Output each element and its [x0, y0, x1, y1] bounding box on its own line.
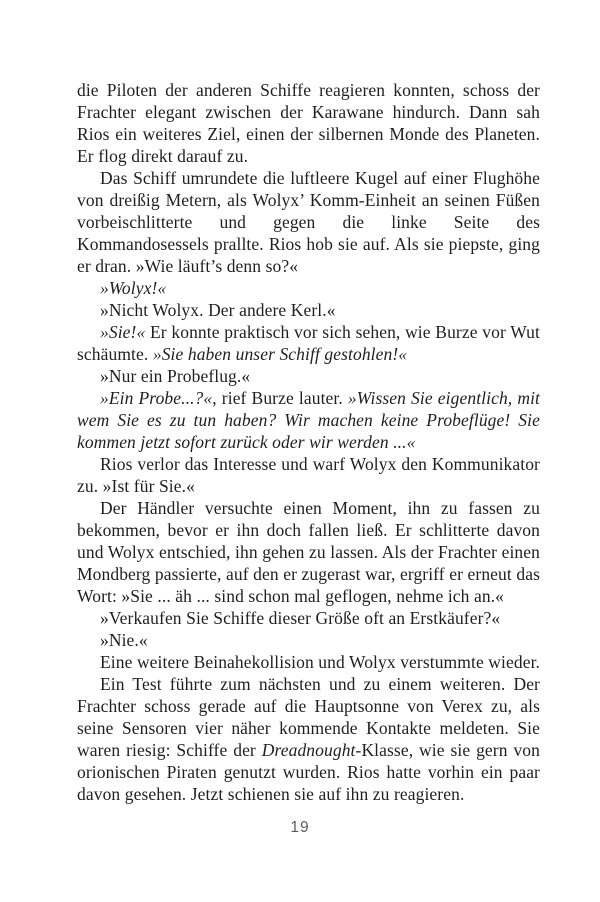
text-run: Eine weitere Beinahekollision und Wolyx verstummte wieder.: [100, 652, 541, 672]
paragraph: [77, 673, 540, 805]
paragraph: [77, 453, 540, 497]
text-run: »Verkaufen Sie Schiffe dieser Größe oft an Erstkäufer?«: [100, 608, 501, 628]
page-text: [77, 79, 540, 805]
paragraph: [77, 629, 540, 651]
text-run: Er konnte praktisch vor sich sehen, wie Burze vor Wut schäumte.: [77, 322, 540, 364]
paragraph: [77, 79, 540, 167]
text-run: Das Schiff umrundete die luftleere Kugel auf einer Flughöhe von dreißig Metern, als Wolyx’ Komm-Einheit an seinen Füßen vorbeischlitterte und gegen die linke Seite des Kommandosessels prallte. Rios hob sie auf. Als sie piepste, ging er dran. »Wie läuft’s denn so?«: [77, 168, 540, 276]
italic-run: »Sie haben unser Schiff gestohlen!«: [152, 344, 408, 364]
paragraph: [77, 277, 540, 299]
italic-run: »Sie!«: [100, 322, 146, 342]
paragraph: [77, 321, 540, 365]
italic-run: »Wissen Sie eigentlich, mit wem Sie es zu tun haben? Wir machen keine Probeflüge! Sie kommen jetzt sofort zurück oder wir werden ...«: [77, 388, 540, 452]
text-run: »Nicht Wolyx. Der andere Kerl.«: [100, 300, 336, 320]
text-run: »Nie.«: [100, 630, 148, 650]
text-run: Ein Test führte zum nächsten und zu einem weiteren. Der Frachter schoss gerade auf die Hauptsonne von Verex zu, als seine Sensoren vier näher kommende Kontakte meldeten. Sie waren riesig: Schiffe der: [77, 674, 540, 760]
text-run: die Piloten der anderen Schiffe reagieren konnten, schoss der Frachter elegant zwischen der Karawane hindurch. Dann sah Rios ein weiteres Ziel, einen der silbernen Monde des Planeten. Er flog direkt darauf zu.: [77, 80, 540, 166]
text-run: Der Händler versuchte einen Moment, ihn zu fassen zu bekommen, bevor er ihn doch fallen ließ. Er schlitterte davon und Wolyx entschied, ihn gehen zu lassen. Als der Frachter einen Mondberg passierte, auf den er zugerast war, ergriff er erneut das Wort: »Sie ... äh ... sind schon mal geflogen, nehme ich an.«: [77, 498, 540, 606]
italic-run: »Ein Probe...?«: [100, 388, 213, 408]
page-number: 19: [290, 819, 310, 836]
paragraph: [77, 607, 540, 629]
text-run: -Klasse, wie sie gern von orionischen Piraten genutzt wurden. Rios hatte vorhin ein paar davon gesehen. Jetzt schienen sie auf ihn zu reagieren.: [77, 740, 540, 804]
paragraph: [77, 167, 540, 277]
text-run: »Nur ein Probeflug.«: [100, 366, 251, 386]
text-run: Rios verlor das Interesse und warf Wolyx den Kommunikator zu. »Ist für Sie.«: [77, 454, 540, 496]
paragraph: [77, 299, 540, 321]
paragraph: [77, 365, 540, 387]
italic-run: »Wolyx!«: [100, 278, 167, 298]
paragraph: [77, 387, 540, 453]
text-run: , rief Burze lauter.: [212, 388, 348, 408]
paragraph: [77, 651, 540, 673]
italic-run: Dreadnought: [261, 740, 356, 760]
paragraph: [77, 497, 540, 607]
